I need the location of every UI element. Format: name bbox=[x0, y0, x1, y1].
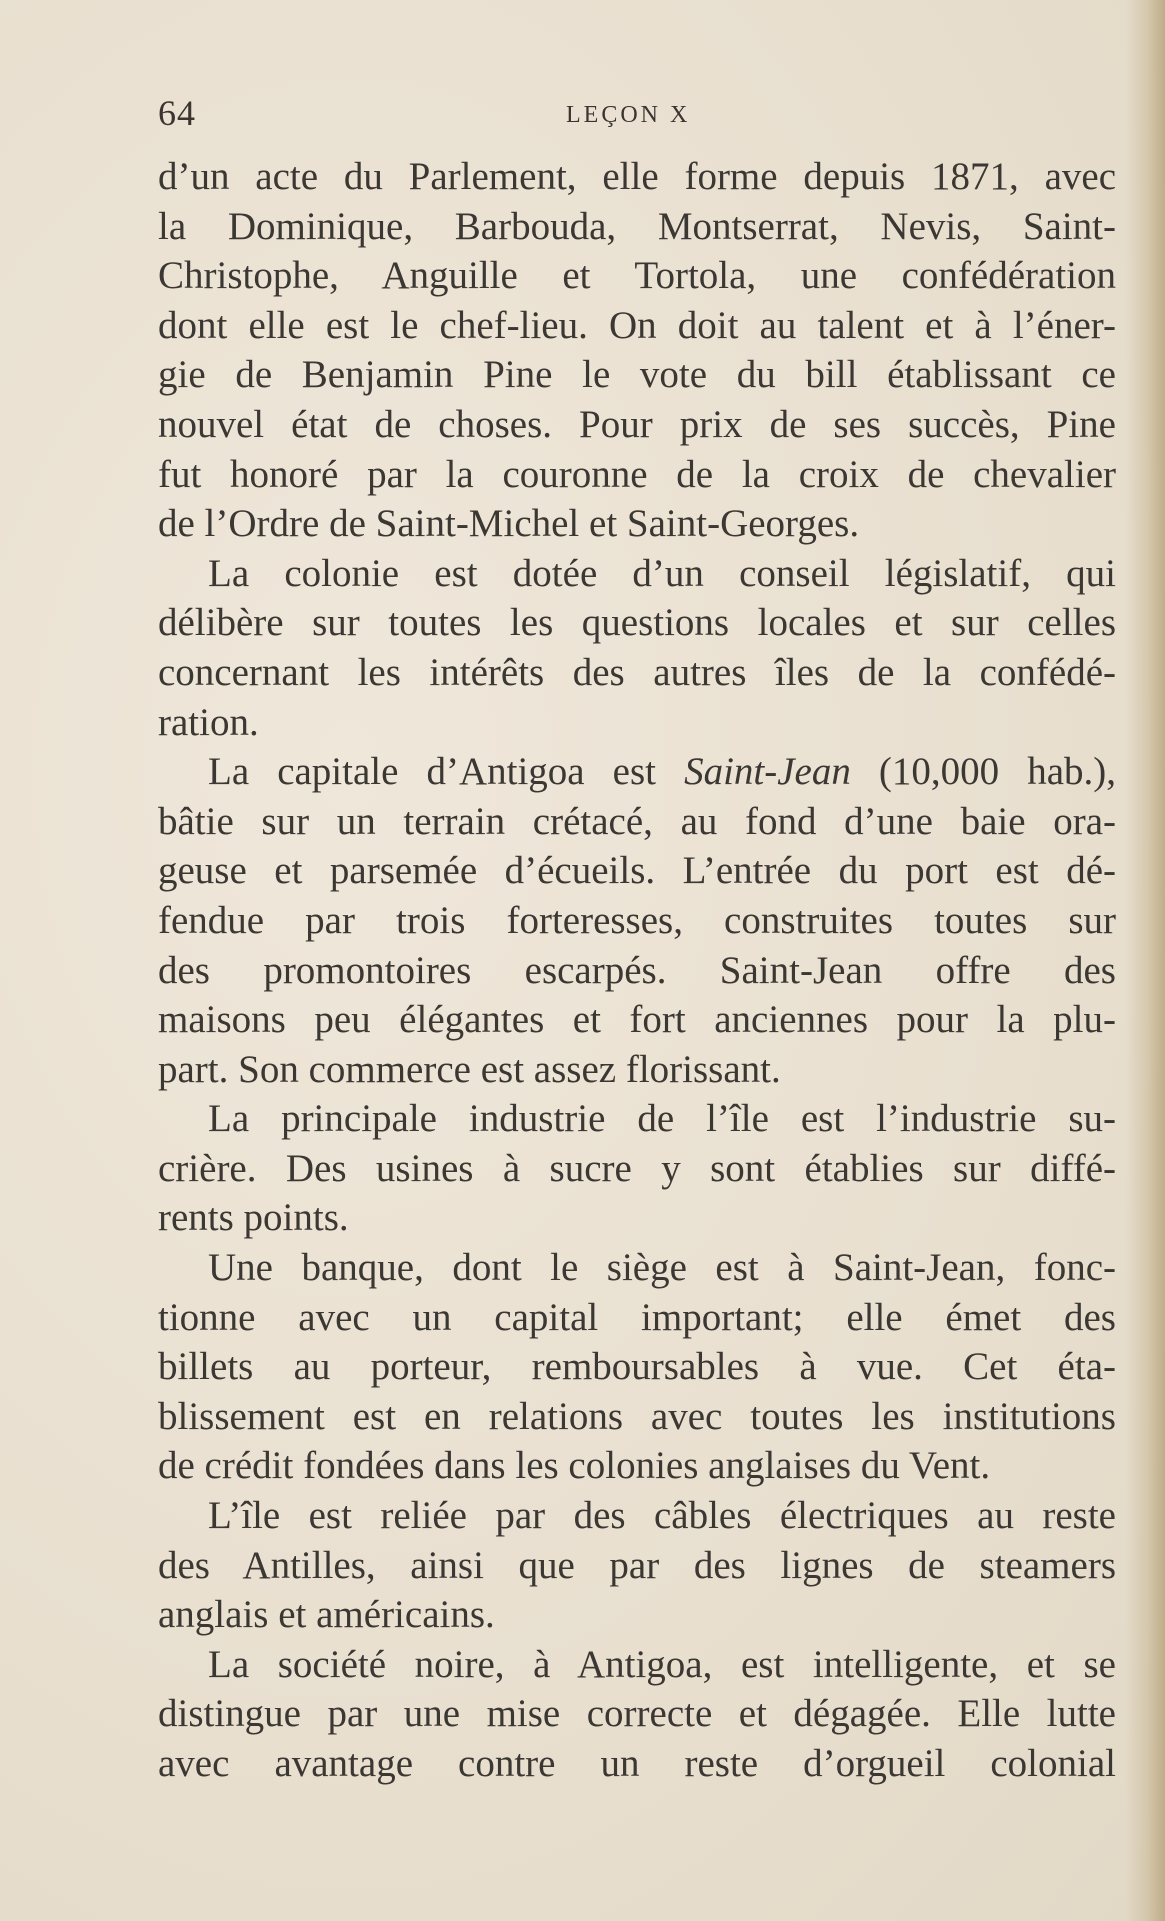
text-line: fut honoré par la couronne de la croix de chevalier bbox=[158, 452, 1116, 496]
text-line: de crédit fondées dans les colonies anglaises du Vent. bbox=[158, 1444, 991, 1488]
text-line: tionne avec un capital important; elle émet des bbox=[158, 1295, 1116, 1339]
text-line: La société noire, à Antigoa, est intelligente, et se bbox=[208, 1642, 1116, 1686]
text-line: concernant les intérêts des autres îles de la confédé- bbox=[158, 650, 1116, 694]
text-line: geuse et parsemée d’écueils. L’entrée du port est dé- bbox=[158, 849, 1116, 893]
text-line: rents points. bbox=[158, 1196, 349, 1240]
text-line: d’un acte du Parlement, elle forme depuis 1871, avec bbox=[158, 155, 1116, 198]
text-line: maisons peu élégantes et fort anciennes pour la plu- bbox=[158, 998, 1116, 1042]
text-segment: (10,000 hab.), bbox=[850, 750, 1116, 794]
text-line: des promontoires escarpés. Saint-Jean offre des bbox=[158, 948, 1116, 992]
chapter-heading: LEÇON X bbox=[566, 102, 691, 128]
text-line: de l’Ordre de Saint-Michel et Saint-Georges. bbox=[158, 502, 860, 546]
text-line: L’île est reliée par des câbles électriques au reste bbox=[208, 1494, 1116, 1538]
text-line: délibère sur toutes les questions locales et sur celles bbox=[158, 601, 1116, 645]
page-gutter-shadow bbox=[1125, 0, 1165, 1921]
text-line: distingue par une mise correcte et dégagée. Elle lutte bbox=[158, 1692, 1116, 1736]
text-line: ration. bbox=[158, 700, 259, 744]
text-line: la Dominique, Barbouda, Montserrat, Nevis, Saint- bbox=[158, 204, 1116, 248]
text-line bbox=[158, 747, 1116, 797]
italic-place-name: Saint-Jean bbox=[684, 750, 851, 794]
text-line: des Antilles, ainsi que par des lignes de steamers bbox=[158, 1543, 1116, 1587]
text-line: Christophe, Anguille et Tortola, une confédération bbox=[158, 254, 1116, 298]
running-head bbox=[158, 92, 1118, 142]
text-line: La colonie est dotée d’un conseil législatif, qui bbox=[208, 551, 1116, 595]
text-line: billets au porteur, remboursables à vue. Cet éta- bbox=[158, 1345, 1116, 1389]
text-line: blissement est en relations avec toutes les institutions bbox=[158, 1394, 1116, 1438]
text-line: part. Son commerce est assez florissant. bbox=[158, 1047, 781, 1091]
text-line: fendue par trois forteresses, construites toutes sur bbox=[158, 898, 1116, 942]
text-line: La principale industrie de l’île est l’industrie su- bbox=[208, 1097, 1116, 1141]
text-line: crière. Des usines à sucre y sont établies sur diffé- bbox=[158, 1146, 1116, 1190]
text-line: avec avantage contre un reste d’orgueil colonial bbox=[158, 1742, 1116, 1785]
text-line: bâtie sur un terrain crétacé, au fond d’une baie ora- bbox=[158, 799, 1116, 843]
text-line: Une banque, dont le siège est à Saint-Jean, fonc- bbox=[208, 1246, 1116, 1290]
body-text bbox=[158, 152, 1116, 1789]
text-line: nouvel état de choses. Pour prix de ses succès, Pine bbox=[158, 402, 1116, 446]
text-line: anglais et américains. bbox=[158, 1593, 495, 1637]
text-line: dont elle est le chef-lieu. On doit au talent et à l’éner- bbox=[158, 303, 1116, 347]
text-segment: La capitale d’Antigoa est bbox=[208, 750, 685, 794]
text-line: gie de Benjamin Pine le vote du bill établissant ce bbox=[158, 353, 1116, 397]
page-number: 64 bbox=[158, 93, 196, 133]
